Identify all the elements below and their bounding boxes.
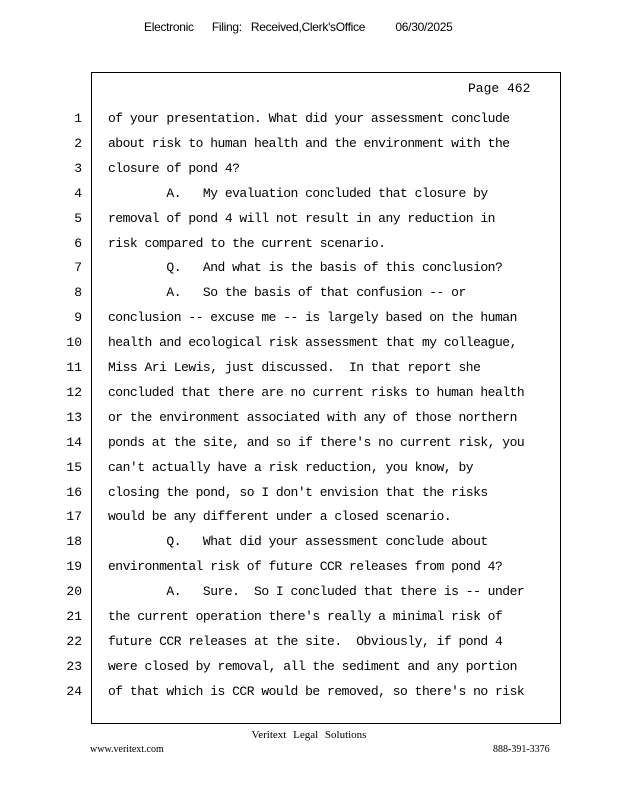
transcript-line: [0, 260, 618, 285]
transcript-line: [0, 211, 618, 236]
line-text: A. So the basis of that confusion -- or: [108, 285, 466, 301]
transcript-line: [0, 634, 618, 659]
line-text: removal of pond 4 will not result in any reduction in: [108, 210, 495, 226]
transcript-line: [0, 584, 618, 609]
line-number: 4: [74, 185, 82, 201]
line-number: 22: [66, 633, 82, 649]
line-number: 18: [66, 534, 82, 550]
line-number: 3: [74, 160, 82, 176]
transcript-line: [0, 335, 618, 360]
line-number: 2: [74, 135, 82, 151]
line-text: conclusion -- excuse me -- is largely based on the human: [108, 310, 517, 326]
line-text: would be any different under a closed scenario.: [108, 509, 452, 525]
line-number: 20: [66, 584, 82, 600]
line-text: closing the pond, so I don't envision that the risks: [108, 484, 488, 500]
line-text: were closed by removal, all the sediment and any portion: [108, 658, 517, 674]
transcript-line: [0, 186, 618, 211]
line-number: 19: [66, 559, 82, 575]
line-text: or the environment associated with any of those northern: [108, 409, 517, 425]
line-text: Q. What did your assessment conclude about: [108, 534, 488, 550]
line-number: 14: [66, 434, 82, 450]
line-number: 16: [66, 484, 82, 500]
footer-phone: 888-391-3376: [493, 744, 550, 755]
transcript-line: [0, 559, 618, 584]
line-text: health and ecological risk assessment that my colleague,: [108, 335, 517, 351]
line-number: 17: [66, 509, 82, 525]
line-text: closure of pond 4?: [108, 160, 240, 176]
line-text: the current operation there's really a minimal risk of: [108, 609, 503, 624]
transcript-line: [0, 460, 618, 485]
transcript-line: [0, 485, 618, 510]
transcript-line: [0, 609, 618, 634]
transcript-line: [0, 285, 618, 310]
transcript-line: [0, 236, 618, 261]
line-number: 15: [66, 459, 82, 475]
line-text: concluded that there are no current risks to human health: [108, 384, 525, 400]
transcript-line: [0, 161, 618, 186]
line-text: of that which is CCR would be removed, so there's no risk: [108, 683, 525, 699]
filing-stamp: Electronic Filing: Received,Clerk'sOffice 06/30/2025: [144, 20, 453, 34]
line-text: environmental risk of future CCR releases from pond 4?: [108, 559, 503, 575]
line-text: of your presentation. What did your assessment conclude: [108, 111, 510, 126]
transcript-line: [0, 111, 618, 136]
line-text: risk compared to the current scenario.: [108, 235, 386, 251]
transcript-line: [0, 534, 618, 559]
line-number: 13: [66, 409, 82, 425]
line-number: 6: [74, 235, 82, 251]
transcript-line: [0, 360, 618, 385]
line-number: 9: [74, 310, 82, 326]
line-number: 1: [74, 111, 82, 126]
line-text: can't actually have a risk reduction, you know, by: [108, 459, 474, 475]
transcript-line: [0, 410, 618, 435]
line-text: Q. And what is the basis of this conclusion?: [108, 260, 503, 276]
line-number: 24: [66, 683, 82, 699]
line-number: 10: [66, 335, 82, 351]
line-number: 5: [74, 210, 82, 226]
transcript-line: [0, 136, 618, 161]
transcript-line: [0, 684, 618, 709]
transcript-line: [0, 659, 618, 684]
transcript-line: [0, 385, 618, 410]
line-text: ponds at the site, and so if there's no current risk, you: [108, 434, 525, 450]
line-text: about risk to human health and the environment with the: [108, 135, 510, 151]
transcript-line: [0, 509, 618, 534]
line-number: 8: [74, 285, 82, 301]
line-text: Miss Ari Lewis, just discussed. In that report she: [108, 360, 481, 375]
line-number: 23: [66, 658, 82, 674]
line-text: A. My evaluation concluded that closure by: [108, 185, 488, 201]
line-number: 21: [66, 609, 82, 624]
line-number: 11: [66, 360, 82, 375]
line-number: 12: [66, 384, 82, 400]
transcript-line: [0, 435, 618, 460]
line-text: future CCR releases at the site. Obviously, if pond 4: [108, 633, 503, 649]
line-number: 7: [74, 260, 82, 276]
line-text: A. Sure. So I concluded that there is -- under: [108, 584, 525, 600]
footer-company: Veritext Legal Solutions: [251, 729, 367, 741]
footer-website: www.veritext.com: [90, 744, 164, 755]
transcript-line: [0, 310, 618, 335]
page-number: Page 462: [468, 81, 531, 96]
